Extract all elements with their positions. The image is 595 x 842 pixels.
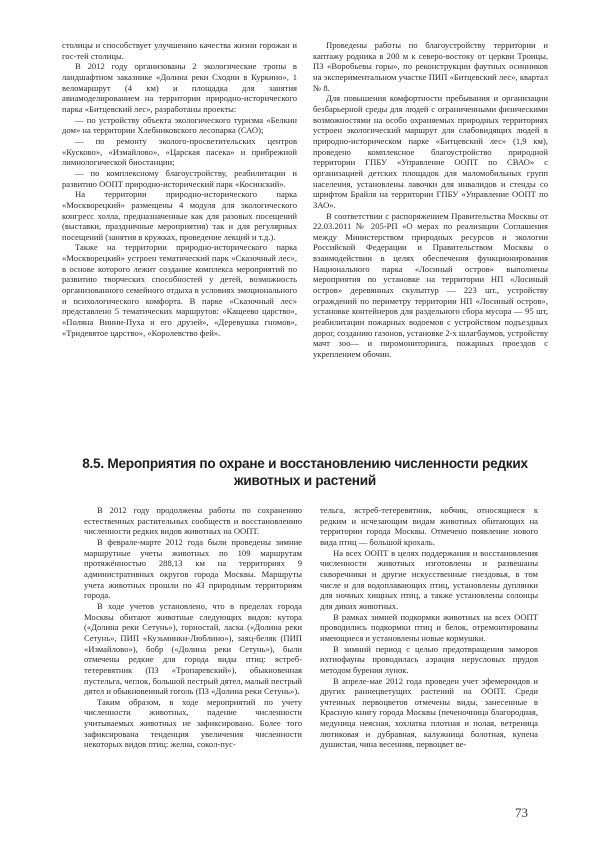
paragraph: — по ремонту эколого-просветительских центров «Кусково», «Измайлово», «Царская пасека» и прибрежной лимнологической биостанции;: [62, 135, 297, 168]
top-left-column: [62, 40, 297, 338]
paragraph: — по устройству объекта экологического туризма «Белкин дом» на территории Хлебниковского лесопарка (САО);: [62, 114, 297, 136]
section-heading: 8.5. Мероприятия по охране и восстановлению численности редких животных и растений: [82, 456, 528, 488]
paragraph: столицы и способствует улучшению качества жизни горожан и гос-тей столицы.: [62, 40, 297, 61]
paragraph: В рамках зимней подкормки животных на всех ООПТ проводились подкормки птиц и белок, отремонтированы имеющиеся и установлены новые кормушки.: [320, 611, 538, 643]
paragraph: — по комплексному благоустройству, реабилитации и развитию ООПТ природно-исторический парк «Косинский».: [62, 167, 297, 189]
paragraph: тельга, ястреб-тетеревятник, кобчик, относящиеся к редким и исчезающим видам животных обитающих на территории города Москвы. Отмечено появление нового вида птиц — большой крохаль.: [320, 505, 538, 547]
paragraph: На всех ООПТ в целях поддержания и восстановления численности животных изготовлены и развешаны скворечники и другие искусственные гнездовья, в том числе и для водоплавающих птиц, установлены дуплянки для ночных хищных птиц, а также установлены солонцы для диких животных.: [320, 547, 538, 611]
paragraph: На территории природно-исторического парка «Москворецкий» размещены 4 модуля для экологического конгресс холла, предназначенные как для разовых посещений (выставки, праздничные мероприятия) так и для регулярных посещений (занятия в кружках, проведение лекций и т.д.).: [62, 189, 297, 242]
paragraph: В ходе учетов установлено, что в пределах города Москвы обитают животные следующих видов: кутора («Долина реки Сетунь»), горностай, ласка («Долина реки Сетунь», ПИП «Кузьминки-Люблино»), заяц-беляк (ПИП «Измайлово»), бобр («Долина реки Сетунь»), были отмечены редкие для города виды птиц: ястреб-тетеревятник (ПЗ «Тропаревский»), обыкновенная пустельга, чеглок, большой пестрый дятел, малый пестрый дятел и обыкновенный гоголь (ПЗ «Долина реки Сетунь»).: [84, 600, 302, 697]
top-right-column: [313, 40, 548, 360]
paragraph: В 2012 году организованы 2 экологические тропы в ландшафтном заказнике «Долина реки Сходни в Куркино», 1 веломаршрут (4 км) и площадка для занятия авиамоделированием на территории природно-исторического парка «Битцевский лес», разработаны проекты:: [62, 61, 297, 114]
paragraph: В 2012 году продолжены работы по сохранению естественных растительных сообществ и восстановлению численности редких видов животных на ООПТ.: [84, 505, 302, 537]
page-number: 73: [515, 805, 528, 820]
bottom-right-column: [320, 505, 538, 750]
paragraph: Также на территории природно-исторического парка «Москворецкий» устроен тематический парк «Сказочный лес», в основе которого лежит создание комплекса мероприятий по развитию творческих способностей у детей, возможность организованного семейного отдыха в условиях эмоционального и психологического комфорта. В парке «Сказочный лес» представлено 5 тематических маршрутов: «Кащеево царство», «Поляна Винни-Пуха и его друзей», «Деревушка гномов», «Тридевятое царство», «Королевство фей».: [62, 242, 297, 338]
paragraph: В феврале-марте 2012 года были проведены зимние маршрутные учеты животных по 109 маршрутам протяжённостью 288,13 км на территориях 9 административных округов города Москвы. Маршруты учета животных прошли по 43 природным территориям города.: [84, 536, 302, 601]
paragraph: Для повышения комфортности пребывания и организации безбарьерной среды для людей с ограниченными физическими возможностями на особо охраняемых природных территориях устроен экологический маршрут для слабовидящих людей в природно-историческом парке «Битцевский лес» (1,9 км), проведено комплексное благоустройство природной территории ГПБУ «Управление ООПТ по СВАО» с организацией детских площадок для маломобильных групп населения, установлены лавочки для инвалидов и стенды со шрифтом Брайля на территории ГПБУ «Управление ООПТ по ЗАО».: [313, 93, 548, 210]
paragraph: В соответствии с распоряжением Правительства Москвы от 22.03.2011 № 205-РП «О мерах по реализации Соглашения между Министерством природных ресурсов и экологии Российской Федерации и Правительством Москвы о взаимодействии в целях обеспечения функционирования Национального парка «Лосиный остров» выполнены мероприятия по установке на территории НП «Лосиный остров» деревянных скульптур — 223 шт., устройству ограждений по периметру территории НП «Лосиный остров», установке контейнеров для раздельного сбора мусора — 95 шт, реабилитации пожарных водоемов с устройством подъездных дорог, созданию газонов, установке 2-х шлагбаумов, устройству мачт зоо— и пиромониторинга, пожарных проездов с укреплением обочин.: [313, 210, 548, 360]
paragraph: Проведены работы по благоустройству территории и каптажу родника в 200 м к северо-востоку от церкви Троицы, ПЗ «Воробьевы горы», по реконструкции фаутных осинников на экспериментальном участке ПИП «Битцевский лес», квартал № 8.: [313, 40, 548, 93]
paragraph: В апреле-мае 2012 года проведен учет эфемероидов и других раннецветущих растений на ООПТ. Среди учтенных первоцветов отмечены виды, занесенные в Красную книгу города Москвы (печеночница благородная, медуница неясная, хохлатка плотная и полая, ветреница лютиковая и дубравная, калужница болотная, купена душистая, чина весенняя, первоцвет ве-: [320, 675, 538, 750]
bottom-left-column: [84, 505, 302, 750]
paragraph: В зимний период с целью предотвращения заморов ихтиофауны проводилась аэрация нерусловых прудов методом бурения лунок.: [320, 643, 538, 675]
paragraph: Таким образом, в ходе мероприятий по учету численности животных, падение численности учитываемых животных не зафиксировано. Более того зафиксирована тенденция увеличения численности некоторых видов птиц: желна, сокол-пус-: [84, 696, 302, 750]
